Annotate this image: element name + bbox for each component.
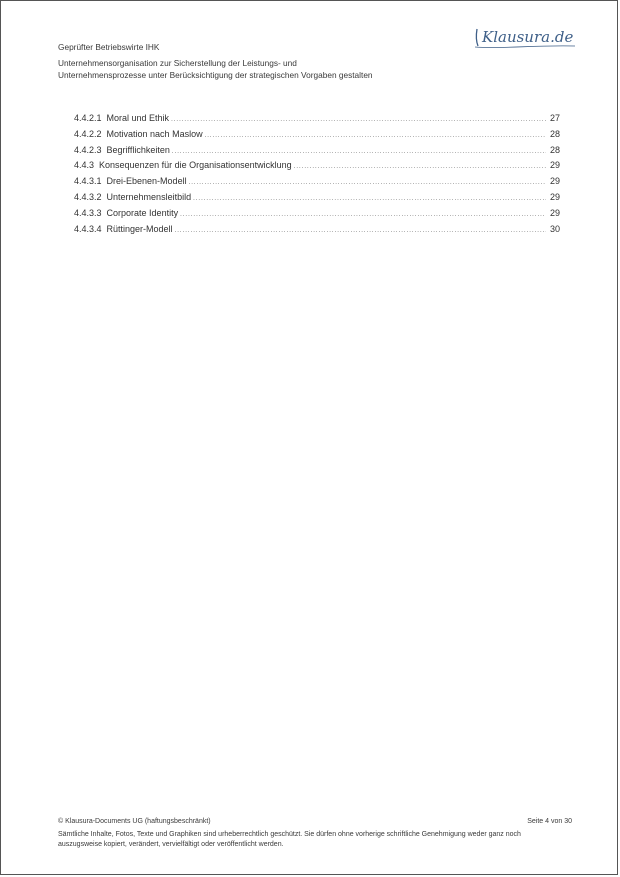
toc-entry[interactable] bbox=[74, 145, 560, 161]
header-qualification: Geprüfter Betriebswirte IHK bbox=[58, 42, 160, 52]
toc-entry-page: 29 bbox=[549, 176, 560, 187]
toc-dot-leader bbox=[294, 164, 546, 170]
toc-entry-page: 29 bbox=[549, 191, 560, 202]
toc-entry-number: 4.4.3.1 bbox=[74, 176, 102, 187]
toc-entry-number: 4.4.2.2 bbox=[74, 128, 102, 139]
toc-entry[interactable] bbox=[74, 224, 560, 240]
toc-entry-title: Konsequenzen für die Organisationsentwicklung bbox=[99, 160, 292, 171]
toc-dot-leader bbox=[175, 228, 546, 234]
header-subject-line-1: Unternehmensorganisation zur Sicherstellung der Leistungs- und bbox=[58, 58, 297, 68]
toc-entry-title: Rüttinger-Modell bbox=[106, 223, 173, 234]
toc-entry[interactable] bbox=[74, 192, 560, 208]
footer-notice-line-2: auszugsweise kopiert, verändert, vervielfältigt oder veröffentlicht werden. bbox=[58, 841, 284, 848]
toc-entry-page: 28 bbox=[549, 144, 560, 155]
toc-entry-title: Unternehmensleitbild bbox=[106, 191, 192, 202]
page-footer bbox=[58, 817, 572, 850]
logo-graphic bbox=[473, 25, 579, 51]
toc-entry[interactable] bbox=[74, 208, 560, 224]
footer-copyright: © Klausura-Documents UG (haftungsbeschränkt) bbox=[58, 818, 211, 825]
toc-entry-number: 4.4.3.2 bbox=[74, 191, 102, 202]
header-subject-line-2: Unternehmensprozesse unter Berücksichtigung der strategischen Vorgaben gestalten bbox=[58, 70, 373, 80]
toc-entry-title: Drei-Ebenen-Modell bbox=[106, 176, 187, 187]
toc-entry-page: 28 bbox=[549, 128, 560, 139]
klausura-logo bbox=[473, 25, 579, 56]
toc-entry-title: Moral und Ethik bbox=[106, 113, 170, 123]
toc-entry-title: Motivation nach Maslow bbox=[106, 128, 203, 139]
table-of-contents bbox=[74, 113, 560, 239]
toc-entry-title: Begrifflichkeiten bbox=[106, 144, 170, 155]
toc-entry[interactable] bbox=[74, 113, 560, 129]
toc-dot-leader bbox=[189, 180, 546, 186]
toc-entry[interactable] bbox=[74, 176, 560, 192]
logo-text: Klausura.de bbox=[482, 28, 574, 46]
toc-entry-number: 4.4.3 bbox=[74, 160, 95, 171]
toc-entry-page: 30 bbox=[549, 223, 560, 234]
toc-entry-number: 4.4.3.4 bbox=[74, 223, 102, 234]
toc-entry[interactable] bbox=[74, 160, 560, 176]
toc-dot-leader bbox=[193, 196, 546, 202]
toc-entry-number: 4.4.2.3 bbox=[74, 144, 102, 155]
toc-entry-number: 4.4.2.1 bbox=[74, 113, 102, 123]
toc-entry-page: 27 bbox=[549, 113, 560, 123]
page-header bbox=[58, 41, 373, 81]
toc-entry-title: Corporate Identity bbox=[106, 207, 179, 218]
toc-entry[interactable] bbox=[74, 129, 560, 145]
toc-entry-page: 29 bbox=[549, 207, 560, 218]
toc-dot-leader bbox=[171, 117, 546, 123]
toc-dot-leader bbox=[205, 133, 546, 139]
toc-entry-page: 29 bbox=[549, 160, 560, 171]
toc-dot-leader bbox=[172, 149, 546, 155]
footer-notice-line-1: Sämtliche Inhalte, Fotos, Texte und Graphiken sind urheberrechtlich geschützt. Sie dürfen ohne vorherige schriftliche Genehmigung weder ganz noch bbox=[58, 831, 521, 838]
toc-dot-leader bbox=[180, 212, 546, 218]
toc-entry-number: 4.4.3.3 bbox=[74, 207, 102, 218]
footer-page-number: Seite 4 von 30 bbox=[527, 818, 572, 825]
